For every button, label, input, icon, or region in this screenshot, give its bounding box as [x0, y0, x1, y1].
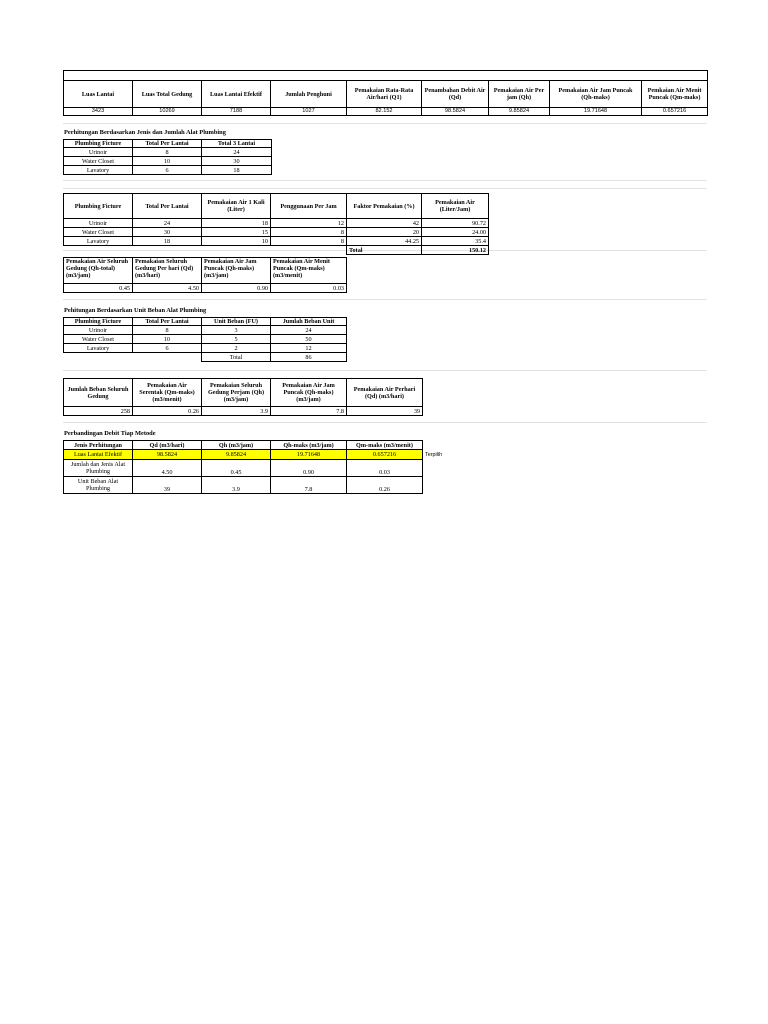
table-header: Pemakaian Seluruh Gedung Per hari (Qd) (m3/hari)	[133, 258, 202, 284]
summary-value: 3423	[64, 108, 133, 116]
summary-value: 9.85824	[489, 108, 550, 116]
table-header: Pemakaian Air (Liter/Jam)	[422, 194, 489, 219]
grid-line	[63, 123, 707, 124]
daily-demand-table	[63, 257, 347, 293]
total-row	[64, 246, 489, 255]
total-label: Total	[202, 353, 271, 362]
total-label: Total	[347, 246, 422, 255]
table-header: Pemakaian Air Seluruh Gedung (Qh-total) (m3/jam)	[64, 258, 133, 284]
table-header: Qh (m3/jam)	[202, 441, 271, 450]
table-row: 258 0.26 3.9 7.8 39	[64, 407, 423, 416]
table-header: Unit Beban (FU)	[202, 318, 271, 326]
table-header: Jenis Perhitungan	[64, 441, 133, 450]
table-row: Lavatory 6 2 12	[64, 344, 347, 353]
table-header: Plumbing Ficture	[64, 318, 133, 326]
table-header: Qd (m3/hari)	[133, 441, 202, 450]
section-title: Pehitungan Berdasarkan Unit Beban Alat Plumbing	[64, 307, 207, 314]
summary-header: Pemakaian Air Jam Puncak (Qh-maks)	[550, 81, 642, 108]
selected-row: Luas Lantai Efektif 98.5824 9.85824 19.71648 0.657216	[64, 450, 423, 460]
comparison-table	[63, 440, 423, 494]
section-title: Perhitungan Berdasarkan Jenis dan Jumlah Alat Plumbing	[64, 129, 226, 136]
table-header: Plumbing Ficture	[64, 194, 133, 219]
summary-header: Penambahan Debit Air (Qd)	[422, 81, 489, 108]
table-header: Faktor Pemakaian (%)	[347, 194, 422, 219]
summary-header: Jumlah Penghuni	[271, 81, 347, 108]
section-title: Perbandingan Debit Tiap Metode	[64, 430, 156, 437]
table-header: Total Per Lantai	[133, 318, 202, 326]
summary-value: 1027	[271, 108, 347, 116]
table-header: Plumbing Ficture	[64, 140, 133, 148]
total-value: 86	[271, 353, 347, 362]
table-header: Pemakaian Air Jam Puncak (Qh-maks) (m3/jam)	[271, 379, 347, 407]
selected-note: Terpilih	[425, 452, 443, 458]
table-row: Jumlah dan Jenis Alat Plumbing 4.50 0.45 0.90 0.03	[64, 460, 423, 477]
table-row: Lavatory 6 18	[64, 166, 272, 175]
table-row: Urinoir 8 24	[64, 148, 272, 157]
table-row: Urinoir 8 3 24	[64, 326, 347, 335]
table-row: Water Closet 10 30	[64, 157, 272, 166]
table-header: Pemakaian Seluruh Gedung Perjam (Qh) (m3/jam)	[202, 379, 271, 407]
total-row	[64, 353, 347, 362]
table-row: Water Closet 10 5 50	[64, 335, 347, 344]
table-row: Unit Beban Alat Plumbing 39 3.9 7.8 0.26	[64, 477, 423, 494]
summary-header: Luas Total Gedung	[133, 81, 202, 108]
summary-value: 82.152	[347, 108, 422, 116]
table-header: Pemakaian Air 1 Kali (Liter)	[202, 194, 271, 219]
summary-value: 7188	[202, 108, 271, 116]
table-row: Water Closet 30 15 8 20 24.00	[64, 228, 489, 237]
table-header: Total Per Lantai	[133, 140, 202, 148]
summary-header: Luas Lantai Efektif	[202, 81, 271, 108]
summary-value: 10269	[133, 108, 202, 116]
summary-table	[63, 70, 708, 116]
table-row: Urinoir 24 18 12 42 90.72	[64, 219, 489, 228]
summary-header: Pemakaian Rata-Rata Air/hari (Q1)	[347, 81, 422, 108]
grid-line	[63, 188, 707, 189]
table-header: Pemakaian Air Jam Puncak (Qh-maks) (m3/jam)	[202, 258, 271, 284]
total-value: 150.12	[422, 246, 489, 255]
grid-line	[63, 370, 707, 371]
table-row: Lavatory 18 10 8 44.25 35.4	[64, 237, 489, 246]
table-header: Jumlah Beban Unit	[271, 318, 347, 326]
water-usage-table	[63, 193, 489, 255]
grid-line	[63, 422, 707, 423]
summary-header: Pemakaian Air Per jam (Qh)	[489, 81, 550, 108]
table-header: Pemakaian Air Menit Puncak (Qm-maks) (m3/menit)	[271, 258, 347, 284]
table-header: Total 3 Lantai	[202, 140, 272, 148]
summary-value: 98.5824	[422, 108, 489, 116]
unit-load-demand-table	[63, 378, 423, 416]
summary-value: 19.71648	[550, 108, 642, 116]
table-header: Pemakaian Air Perhari (Qd) (m3/hari)	[347, 379, 423, 407]
summary-value: 0.657216	[642, 108, 708, 116]
fixture-count-table	[63, 139, 272, 175]
table-header: Qh-maks (m3/jam)	[271, 441, 347, 450]
table-row: 0.45 4.50 0.90 0.03	[64, 284, 347, 293]
table-header: Jumlah Beban Seluruh Gedung	[64, 379, 133, 407]
grid-line	[63, 180, 707, 181]
summary-header: Pemkaian Air Menit Puncak (Qm-maks)	[642, 81, 708, 108]
table-header: Qm-maks (m3/menit)	[347, 441, 423, 450]
table-header: Pemakaian Air Serentak (Qm-maks) (m3/menit)	[133, 379, 202, 407]
table-header: Total Per Lantai	[133, 194, 202, 219]
summary-header: Luas Lantai	[64, 81, 133, 108]
grid-line	[63, 299, 707, 300]
table-header: Penggunaan Per Jam	[271, 194, 347, 219]
fixture-unit-table	[63, 317, 347, 362]
